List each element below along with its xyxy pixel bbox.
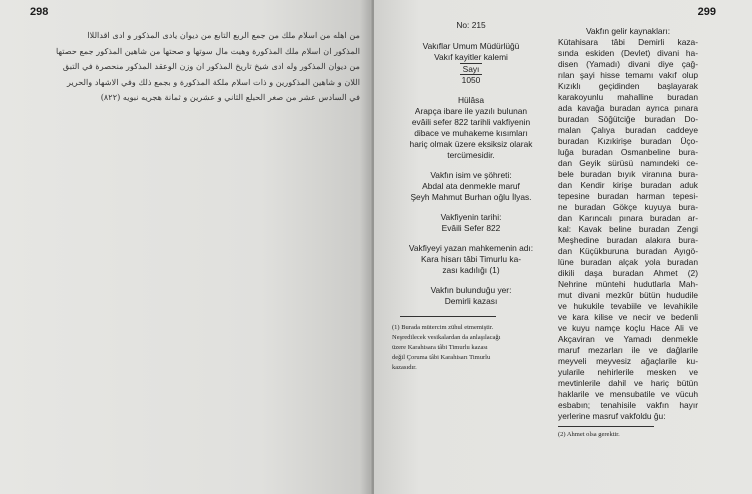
- arabic-line: من ديوان المذكور وله ادى شيخ تاريخ المذكور ان وزن الوعقد المذكور منحصرة في التبق: [62, 61, 360, 71]
- income-line: ve hukukile tevabiile ve levahikile: [558, 301, 698, 311]
- page-number-left: 298: [30, 6, 49, 18]
- arabic-line: اللان و شاهين المذكورين و ذات اسلام ملكة المذكورة و بجمع ذلك وفي الاشهاد والحرير: [66, 76, 360, 87]
- income-line: meyveli meyvesiz ağaçlarile ku-: [558, 356, 698, 366]
- income-line: Kütahisara tâbi Demirli kaza-: [558, 37, 698, 47]
- income-line: sında eskiden (Devlet) divani ha-: [558, 48, 698, 58]
- income-line: luğa buradan Osmanbeline bura-: [558, 147, 698, 157]
- name-line: Şeyh Mahmut Burhan oğlu İlyas.: [410, 192, 532, 202]
- income-line: dan Karıncalı pınara buradan ar-: [558, 213, 698, 223]
- income-line: buradan Söğütciğe buradan Do-: [558, 114, 698, 124]
- arabic-line: من اهله من اسلام ملك من جمع الربع التابع من ديوان يادى المذكور و ادى اقداللاا: [87, 30, 360, 40]
- income-line: Akçaviran ve Yamadı denmekle: [558, 334, 698, 344]
- summary-heading: Hülâsa: [457, 95, 485, 105]
- footnote-line: Neşredilecek vesikalardan da anlaşılacağı: [392, 334, 501, 341]
- income-line: malan Çalıya buradan caddeye: [558, 125, 698, 135]
- income-line: ve kara kilise ve necir ve bedenli: [558, 312, 698, 322]
- date-value: Evâili Sefer 822: [441, 223, 501, 233]
- summary-line: hariç olmak üzere eksiksiz olarak: [409, 139, 533, 149]
- income-line: mevtinlerile dahil ve hariç bütün: [558, 378, 698, 388]
- summary-line: evâili sefer 822 tarihli vakfiyenin: [411, 117, 531, 127]
- court-line: Vakfiyeyi yazan mahkemenin adı:: [408, 243, 534, 253]
- summary-line: dibace ve muhakeme kısımları: [414, 128, 528, 138]
- income-line: bele buradan bıyık viranına bura-: [558, 169, 698, 179]
- income-line: dikili daşa buradan Ahmet (2): [558, 268, 698, 278]
- sayi-label: Sayı: [460, 63, 483, 75]
- income-line: rılan şayi hisse temamı vakıf olup: [558, 70, 698, 80]
- arabic-text-block: [14, 28, 360, 106]
- sayi-value: 1050: [461, 75, 481, 85]
- income-line: tepesine buradan harman tepesi-: [558, 191, 698, 201]
- income-line: disen (Yamadı) divani diye çağ-: [558, 59, 698, 69]
- income-line: karakoyunlu mahalline buradan: [558, 92, 698, 102]
- income-line: Meşhedine buradan alakıra bura-: [558, 235, 698, 245]
- income-line: Nehrine müntehi hudutlarla Mah-: [558, 279, 698, 289]
- income-line: esbabın; tenahisile vakfın hayır: [558, 400, 698, 410]
- income-sources-column: [558, 26, 698, 440]
- footnote-rule: [400, 316, 496, 317]
- income-line: ve kuyu namçe koçlu Hace Ali ve: [558, 323, 698, 333]
- footnote-rule: [558, 426, 654, 427]
- name-line: Abdal ata denmekle maruf: [422, 181, 520, 191]
- income-line: yularile nehirlerile mesken ve: [558, 367, 698, 377]
- location-heading: Vakfın bulunduğu yer:: [430, 285, 512, 295]
- income-line: mut divani mezkûr bütün hududile: [558, 290, 698, 300]
- income-line: ada kavağa buradan ayrıca pınara: [558, 103, 698, 113]
- summary-line: tercümesidir.: [447, 150, 495, 160]
- left-page: [0, 0, 372, 494]
- page-number-right: 299: [697, 6, 716, 18]
- footnote-block: [392, 323, 550, 373]
- office-line: Vakıflar Umum Müdürlüğü: [422, 41, 520, 51]
- income-line: yerlerine masruf vakfoldu ğu:: [558, 411, 666, 421]
- income-line: dan Geyik sürüsü namındeki ce-: [558, 158, 698, 168]
- income-heading: Vakfın gelir kaynakları:: [585, 26, 671, 36]
- location-value: Demirli kazası: [444, 296, 498, 306]
- arabic-line: في السادس عشر من صغر الحبلع الثاني و عشرين و ثمانة هجريه نبويه (٨٢٢): [100, 92, 360, 102]
- income-line: maruf mezarları ile ve dağlarile: [558, 345, 698, 355]
- arabic-line: المذكور ان اسلام ملك المذكورة وهيت مال سوتها و صحتها من شاهين المذكور جمع حصتها: [56, 45, 360, 56]
- footnote-line: üzere Karahisara tâbi Timurlu kazası: [392, 344, 488, 351]
- footnote-income: (2) Ahmet olsa gerektir.: [558, 431, 620, 438]
- footnote-line: (1) Burada mütercim zühul etmemiştir.: [392, 324, 494, 331]
- income-line: lüne buradan alçak yola buradan: [558, 257, 698, 267]
- income-line: Kızıklı geçidinden başlayarak: [558, 81, 698, 91]
- date-heading: Vakfiyenin tarihi:: [440, 212, 502, 222]
- income-text: [558, 37, 698, 422]
- footnote-line: kazasıdır.: [392, 364, 417, 371]
- right-page: [374, 0, 752, 494]
- income-line: kal: Kavak beline buradan Zengi: [558, 224, 698, 234]
- record-number: No: 215: [456, 20, 486, 30]
- record-header-column: [392, 20, 550, 373]
- income-line: dan Kendir kirişe buradan aduk: [558, 180, 698, 190]
- summary-line: Arapça ibare ile yazılı bulunan: [414, 106, 528, 116]
- income-line: buradan Kızıkirişe buradan Üço-: [558, 136, 698, 146]
- income-line: ne buradan Gökçe kuyuya bura-: [558, 202, 698, 212]
- income-line: haklarile ve mensubatile ve vücuh: [558, 389, 698, 399]
- name-heading: Vakfın isim ve şöhreti:: [430, 170, 512, 180]
- court-line: zası kadılığı (1): [442, 265, 500, 275]
- office-line: Vakıf kayitler kalemi: [434, 52, 508, 62]
- court-line: Kara hisarı tâbi Timurlu ka-: [420, 254, 522, 264]
- footnote-line: değil Çoruma tâbi Karahisarı Timurlu: [392, 354, 491, 361]
- income-line: dan Küçükburuna buradan Ayıgö-: [558, 246, 698, 256]
